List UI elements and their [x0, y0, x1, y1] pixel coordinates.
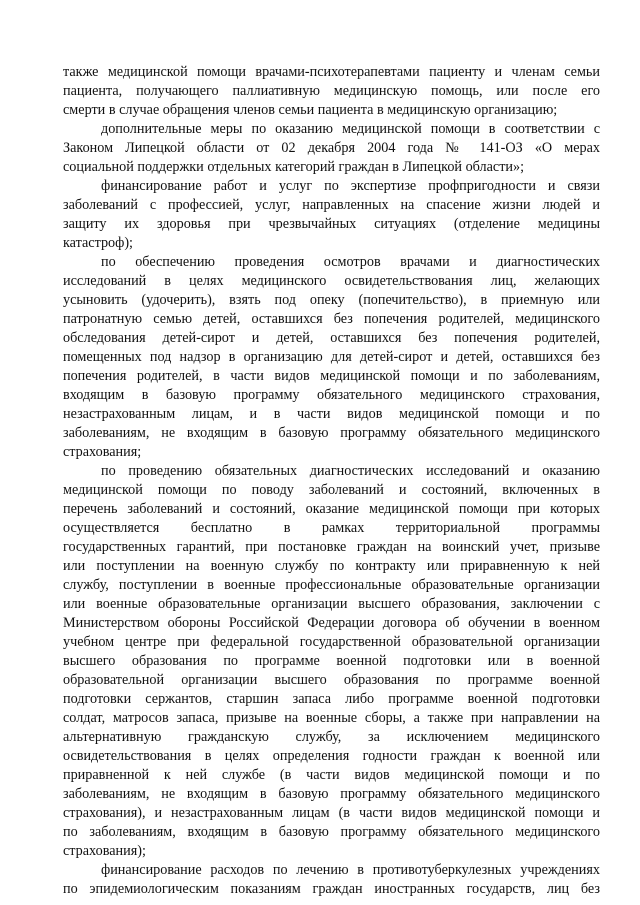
text-line: защиту их здоровья при чрезвычайных ситуациях (отделение медицины: [63, 216, 600, 232]
text-line: заболеваниям, не входящим в базовую программу обязательного медицинского: [63, 786, 600, 802]
text-line: подготовки сержантов, старшин запаса либо программе военной подготовки: [63, 691, 600, 707]
text-line: по эпидемиологическим показаниям граждан иностранных государств, лиц без: [63, 881, 600, 897]
text-line: по заболеваниям, входящим в базовую программу обязательного медицинского: [63, 824, 600, 840]
text-line: осуществляется бесплатно в рамках территориальной программы: [63, 520, 600, 536]
text-line: попечения родителей, в части видов медицинской помощи и по заболеваниям,: [63, 368, 600, 384]
text-line: дополнительные меры по оказанию медицинской помощи в соответствии с: [101, 121, 600, 137]
text-line: или поступлении на военную службу по контракту или приравненную к ней: [63, 558, 600, 574]
text-line: медицинской помощи по поводу заболеваний и состояний, включенных в: [63, 482, 600, 498]
text-line: образовательной организации высшего образования по программе военной: [63, 672, 600, 688]
text-line: страхования);: [63, 843, 146, 859]
text-line: смерти в случае обращения членов семьи пациента в медицинскую организацию;: [63, 102, 558, 118]
text-line: перечень заболеваний и состояний, оказание медицинской помощи при которых: [63, 501, 600, 517]
text-line: высшего образования по программе военной подготовки или в военной: [63, 653, 600, 669]
text-line: Министерством обороны Российской Федерации договора об обучении в военном: [63, 615, 600, 631]
text-line: социальной поддержки отдельных категорий граждан в Липецкой области»;: [63, 159, 525, 175]
text-line: входящим в базовую программу обязательного медицинского страхования,: [63, 387, 600, 403]
text-line: альтернативную гражданскую службу, за исключением медицинского: [63, 729, 600, 745]
text-line: освидетельствования в целях определения годности граждан к военной или: [63, 748, 600, 764]
text-line: страхования;: [63, 444, 142, 460]
text-line: или военные образовательные организации высшего образования, заключении с: [63, 596, 600, 612]
text-line: обследования детей-сирот и детей, оставшихся без попечения родителей,: [63, 330, 600, 346]
text-line: также медицинской помощи врачами-психотерапевтами пациенту и членам семьи: [63, 64, 600, 80]
text-line: исследований в целях медицинского освидетельствования лиц, желающих: [63, 273, 600, 289]
text-line: заболеваниям, не входящим в базовую программу обязательного медицинского: [63, 425, 600, 441]
text-line: финансирование расходов по лечению в противотуберкулезных учреждениях: [101, 862, 600, 878]
text-line: заболеваний с профессией, услуг, направленных на спасение жизни людей и: [63, 197, 600, 213]
text-line: патронатную семью детей, оставшихся без попечения родителей, медицинского: [63, 311, 600, 327]
text-line: по обеспечению проведения осмотров врачами и диагностических: [101, 254, 600, 270]
text-line: незастрахованным лицам, и в части видов медицинской помощи и по: [63, 406, 600, 422]
text-line: по проведению обязательных диагностических исследований и оказанию: [101, 463, 600, 479]
text-line: приравненной к ней службе (в части видов медицинской помощи и по: [63, 767, 600, 783]
text-line: помещенных под надзор в организацию для детей-сирот и детей, оставшихся без: [63, 349, 600, 365]
text-line: катастроф);: [63, 235, 133, 251]
text-line: Законом Липецкой области от 02 декабря 2004 года № 141-ОЗ «О мерах: [63, 140, 600, 156]
text-line: усыновить (удочерить), взять под опеку (попечительство), в приемную или: [63, 292, 600, 308]
text-line: государственных гарантий, при постановке граждан на воинский учет, призыве: [63, 539, 600, 555]
text-line: службу, поступлении в военные профессиональные образовательные организации: [63, 577, 600, 593]
text-line: солдат, матросов запаса, призыве на военные сборы, а также при направлении на: [63, 710, 600, 726]
text-line: финансирование работ и услуг по экспертизе профпригодности и связи: [101, 178, 600, 194]
text-line: страхования), и незастрахованным лицам (в части видов медицинской помощи и: [63, 805, 600, 821]
text-line: учебном центре при федеральной государственной образовательной организации: [63, 634, 600, 650]
text-line: пациента, получающего паллиативную медицинскую помощь, или после его: [63, 83, 600, 99]
